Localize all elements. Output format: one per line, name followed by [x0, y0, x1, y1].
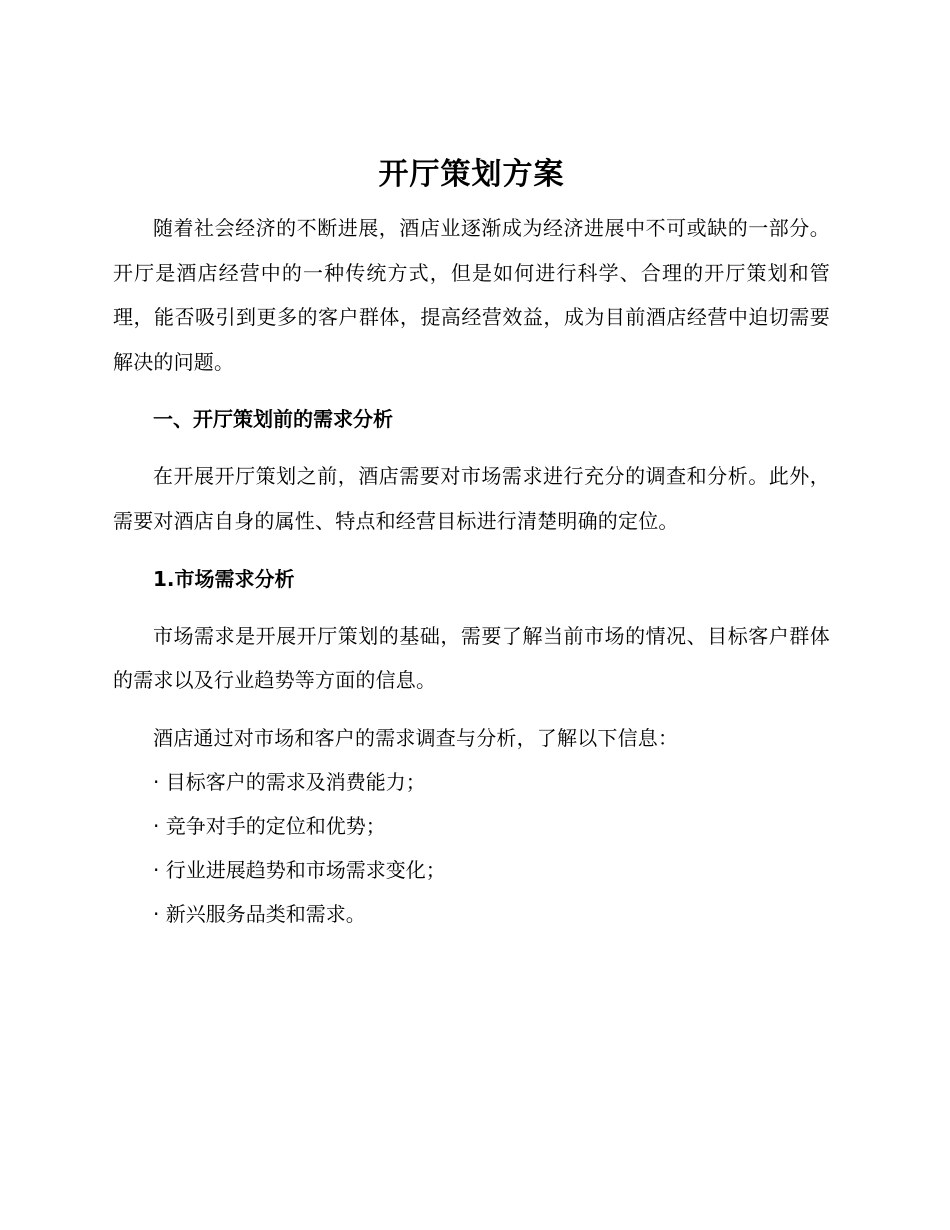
subsection-lead-paragraph: 酒店通过对市场和客户的需求调查与分析，了解以下信息：: [153, 725, 679, 750]
subsection-heading-market-demand: 1.市场需求分析: [153, 566, 295, 591]
section-heading-demand-analysis: 一、开厅策划前的需求分析: [153, 407, 393, 432]
subsection-paragraph: 市场需求是开展开厅策划的基础，需要了解当前市场的情况、目标客户群体的需求以及行业趋势等方面的信息。: [113, 623, 830, 693]
list-item: · 竞争对手的定位和优势；: [153, 814, 386, 839]
bullet-list: [113, 760, 830, 936]
list-item: · 新兴服务品类和需求。: [153, 902, 366, 927]
intro-paragraph: 随着社会经济的不断进展，酒店业逐渐成为经济进展中不可或缺的一部分。开厅是酒店经营中的一种传统方式，但是如何进行科学、合理的开厅策划和管理，能否吸引到更多的客户群体，提高经营效益，成为目前酒店经营中迫切需要解决的问题。: [113, 216, 830, 374]
list-item: · 行业进展趋势和市场需求变化；: [153, 858, 446, 883]
section-paragraph: 在开展开厅策划之前，酒店需要对市场需求进行充分的调查和分析。此外，需要对酒店自身的属性、特点和经营目标进行清楚明确的定位。: [113, 464, 830, 533]
document-title: 开厅策划方案: [378, 157, 565, 192]
list-item: · 目标客户的需求及消费能力；: [153, 770, 426, 795]
